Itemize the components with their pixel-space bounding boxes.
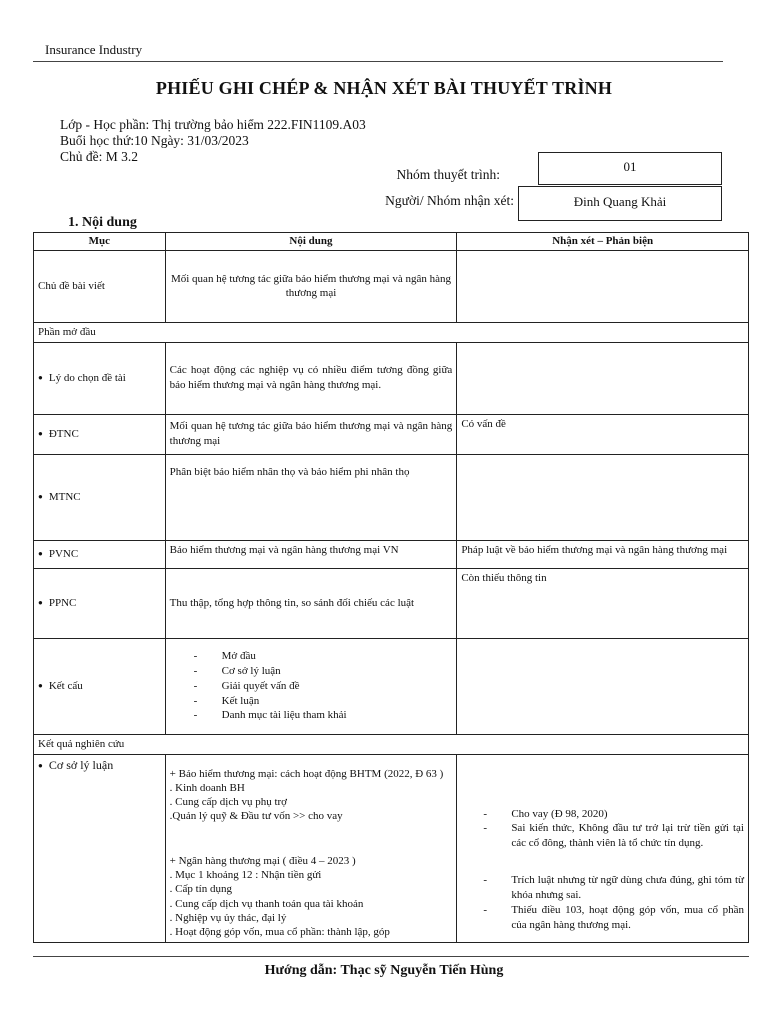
bullet-icon xyxy=(38,372,49,384)
footer-instructor: Hướng dẫn: Thạc sỹ Nguyễn Tiến Hùng xyxy=(264,963,504,978)
bank-title: + Ngân hàng thương mại ( điều 4 – 2023 ) xyxy=(169,854,356,867)
section-heading: 1. Nội dung xyxy=(68,215,137,230)
table-row-reason xyxy=(34,342,749,414)
col-header-comment: Nhận xét – Phản biện xyxy=(457,233,749,251)
list-item: . Mục 1 khoảng 12 : Nhận tiền gửi xyxy=(169,869,322,882)
row-label: Cơ sở lý luận xyxy=(48,757,114,772)
row-comment: Pháp luật về bảo hiểm thương mại và ngân hàng thương mại xyxy=(457,540,749,568)
insurance-title: + Bảo hiểm thương mại: cách hoạt động BHTM (2022, Đ 63 ) xyxy=(169,767,444,780)
table-row-dtnc xyxy=(34,414,749,454)
bullet-icon xyxy=(38,760,49,772)
list-item: . Cung cấp dịch vụ phụ trợ xyxy=(169,796,287,809)
list-item: - Danh mục tài liệu tham khải xyxy=(194,708,453,723)
document-header: Insurance Industry xyxy=(45,42,143,57)
section-label: Kết quả nghiên cứu xyxy=(34,734,749,754)
list-item: - Trích luật nhưng từ ngữ dùng chưa đúng, ghi tóm từ khóa nhưng sai. xyxy=(483,873,744,903)
group-label: Nhóm thuyết trình: xyxy=(396,167,500,182)
row-comment xyxy=(457,342,749,414)
session-line: Buổi học thứ:10 Ngày: 31/03/2023 xyxy=(60,133,249,148)
row-label: PPNC xyxy=(48,596,77,609)
page-title: PHIẾU GHI CHÉP & NHẬN XÉT BÀI THUYẾT TRÌNH xyxy=(155,78,613,98)
table-row-topic xyxy=(34,250,749,322)
reviewer-label: Người/ Nhóm nhận xét: xyxy=(385,193,514,208)
row-comment: Còn thiếu thông tin xyxy=(457,568,749,638)
row-label: Kết cấu xyxy=(48,679,83,692)
table-header-row xyxy=(34,233,749,251)
structure-list xyxy=(170,649,453,723)
row-comment: Có vấn đề xyxy=(457,414,749,454)
bullet-icon xyxy=(38,428,49,440)
section-label: Phần mở đầu xyxy=(34,322,749,342)
row-content: Bảo hiểm thương mại và ngân hàng thương mại VN xyxy=(165,540,457,568)
list-item: - Sai kiến thức, Không đầu tư trở lại trừ tiền gửi tại các cổ đông, thành viên là tổ chức tín dụng. xyxy=(483,821,744,851)
row-label: PVNC xyxy=(48,547,79,560)
row-comment xyxy=(457,250,749,322)
reviewer-value-box: Đinh Quang Khải xyxy=(518,186,722,221)
table-section-intro xyxy=(34,322,749,342)
row-content: Thu thập, tổng hợp thông tin, so sánh đối chiếu các luật xyxy=(165,568,457,638)
col-header-item: Mục xyxy=(34,233,166,251)
col-header-content: Nội dung xyxy=(165,233,457,251)
row-label: MTNC xyxy=(48,490,81,503)
table-row-theory xyxy=(34,754,749,942)
list-item: - Kết luận xyxy=(194,694,453,709)
group-value-box: 01 xyxy=(538,152,722,185)
bullet-icon xyxy=(38,597,49,609)
comment-list xyxy=(461,807,744,852)
list-item: . Hoạt động góp vốn, mua cổ phần: thành lập, góp xyxy=(169,926,390,939)
table-section-results xyxy=(34,734,749,754)
list-item: . Cung cấp dịch vụ thanh toán qua tài khoản xyxy=(169,897,364,910)
bullet-icon xyxy=(38,548,49,560)
comment-list xyxy=(461,873,744,932)
bullet-icon xyxy=(38,491,49,503)
row-comment xyxy=(457,638,749,734)
row-content: Mối quan hệ tương tác giữa bảo hiểm thương mại và ngân hàng thương mại xyxy=(165,414,457,454)
row-content: Các hoạt động các nghiệp vụ có nhiều điểm tương đồng giữa bảo hiểm thương mại và ngân hàng thương mại. xyxy=(165,342,457,414)
list-item: .Quản lý quỹ & Đầu tư vốn >> cho vay xyxy=(169,810,343,823)
row-label: Lý do chọn đề tài xyxy=(48,371,126,384)
row-content: Mối quan hệ tương tác giữa bảo hiểm thương mại và ngân hàng thương mại xyxy=(165,250,457,322)
list-item: - Mở đầu xyxy=(194,649,453,664)
row-content: Phân biệt bảo hiểm nhân thọ và bảo hiểm phi nhân thọ xyxy=(165,454,457,540)
table-row-ppnc xyxy=(34,568,749,638)
list-item: . Cấp tín dụng xyxy=(169,883,232,896)
list-item: - Giải quyết vấn đề xyxy=(194,679,453,694)
table-row-pvnc xyxy=(34,540,749,568)
list-item: . Nghiệp vụ ủy thác, đại lý xyxy=(169,911,287,924)
list-item: - Cơ sở lý luận xyxy=(194,664,453,679)
table-row-mtnc xyxy=(34,454,749,540)
header-divider xyxy=(33,61,723,62)
row-label: ĐTNC xyxy=(48,427,79,440)
table-row-structure xyxy=(34,638,749,734)
row-label: Chủ đề bài viết xyxy=(34,250,166,322)
class-line: Lớp - Học phần: Thị trường bảo hiểm 222.FIN1109.A03 xyxy=(60,117,366,132)
list-item: - Thiếu điều 103, hoạt động góp vốn, mua cổ phần của ngân hàng thương mại. xyxy=(483,903,744,933)
list-item: . Kinh doanh BH xyxy=(169,781,245,794)
topic-line: Chủ đề: M 3.2 xyxy=(60,149,139,164)
evaluation-table xyxy=(33,232,749,943)
bullet-icon xyxy=(38,680,49,692)
footer-divider xyxy=(33,956,749,957)
list-item: - Cho vay (Đ 98, 2020) xyxy=(483,807,744,822)
row-comment xyxy=(457,454,749,540)
